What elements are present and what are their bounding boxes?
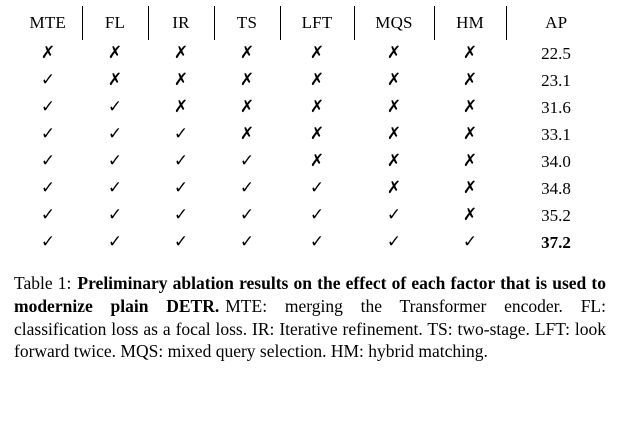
cell-ap: 34.8 xyxy=(541,178,571,198)
column-header-ir: IR xyxy=(148,6,214,40)
cell-hm: ✗ xyxy=(462,43,478,63)
caption-label: Table 1: xyxy=(14,273,72,293)
table-row xyxy=(14,202,606,229)
cell-lft: ✗ xyxy=(309,124,325,144)
cell-mte: ✓ xyxy=(40,97,56,117)
cell-fl: ✗ xyxy=(107,70,123,90)
caption-title: Preliminary ablation results on the effect of each factor that is used to modernize plain DETR. xyxy=(14,273,606,316)
column-header-ts: TS xyxy=(214,6,280,40)
cell-hm: ✗ xyxy=(462,151,478,171)
column-header-mqs: MQS xyxy=(354,6,434,40)
cell-mqs: ✗ xyxy=(386,97,402,117)
cell-ts: ✓ xyxy=(239,151,255,171)
cell-lft: ✗ xyxy=(309,97,325,117)
cell-ap: 33.1 xyxy=(541,124,571,144)
column-header-lft: LFT xyxy=(280,6,354,40)
cell-ap: 37.2 xyxy=(541,232,571,252)
cell-ap: 35.2 xyxy=(541,205,571,225)
cell-ir: ✓ xyxy=(173,151,189,171)
table-row xyxy=(14,229,606,256)
table-row xyxy=(14,148,606,175)
caption-body: MTE: merging the Transformer encoder. FL: classification loss as a focal loss. IR: Iterative refinement. TS: two-stage. LFT: look forward twice. MQS: mixed query selection. HM: hybrid matching. xyxy=(14,295,606,362)
cell-fl: ✓ xyxy=(107,232,123,252)
column-header-mte: MTE xyxy=(14,6,82,40)
cell-ts: ✗ xyxy=(239,97,255,117)
cell-hm: ✗ xyxy=(462,97,478,117)
cell-mte: ✓ xyxy=(40,151,56,171)
cell-lft: ✓ xyxy=(309,178,325,198)
cell-mqs: ✗ xyxy=(386,70,402,90)
table-row xyxy=(14,94,606,121)
cell-ir: ✓ xyxy=(173,178,189,198)
cell-fl: ✗ xyxy=(107,43,123,63)
cell-ap: 23.1 xyxy=(541,70,571,90)
cell-mqs: ✗ xyxy=(386,178,402,198)
cell-mte: ✓ xyxy=(40,124,56,144)
cell-fl: ✓ xyxy=(107,205,123,225)
table-row xyxy=(14,40,606,67)
cell-hm: ✗ xyxy=(462,178,478,198)
column-header-hm: HM xyxy=(434,6,506,40)
cell-mte: ✗ xyxy=(40,43,56,63)
cell-lft: ✓ xyxy=(309,205,325,225)
cell-mqs: ✗ xyxy=(386,124,402,144)
cell-fl: ✓ xyxy=(107,124,123,144)
cell-fl: ✓ xyxy=(107,178,123,198)
cell-lft: ✓ xyxy=(309,232,325,252)
cell-mqs: ✓ xyxy=(386,232,402,252)
cell-ir: ✗ xyxy=(173,70,189,90)
table-row xyxy=(14,121,606,148)
cell-mqs: ✗ xyxy=(386,151,402,171)
cell-ap: 34.0 xyxy=(541,151,571,171)
cell-ir: ✗ xyxy=(173,97,189,117)
cell-ts: ✗ xyxy=(239,124,255,144)
table-header-row xyxy=(14,6,606,40)
table-row xyxy=(14,175,606,202)
cell-ts: ✓ xyxy=(239,232,255,252)
table-caption xyxy=(14,272,606,363)
cell-ir: ✗ xyxy=(173,43,189,63)
cell-fl: ✓ xyxy=(107,97,123,117)
cell-mqs: ✗ xyxy=(386,43,402,63)
cell-ir: ✓ xyxy=(173,124,189,144)
cell-ts: ✗ xyxy=(239,70,255,90)
cell-hm: ✗ xyxy=(462,205,478,225)
cell-hm: ✗ xyxy=(462,124,478,144)
cell-mte: ✓ xyxy=(40,232,56,252)
table-row xyxy=(14,67,606,94)
cell-ap: 31.6 xyxy=(541,97,571,117)
cell-ts: ✓ xyxy=(239,205,255,225)
column-header-ap: AP xyxy=(545,13,568,32)
cell-ir: ✓ xyxy=(173,205,189,225)
cell-ap: 22.5 xyxy=(541,43,571,63)
cell-ir: ✓ xyxy=(173,232,189,252)
column-header-fl: FL xyxy=(82,6,148,40)
cell-ts: ✓ xyxy=(239,178,255,198)
cell-mte: ✓ xyxy=(40,70,56,90)
cell-lft: ✗ xyxy=(309,70,325,90)
cell-mte: ✓ xyxy=(40,178,56,198)
cell-ts: ✗ xyxy=(239,43,255,63)
cell-mte: ✓ xyxy=(40,205,56,225)
cell-lft: ✗ xyxy=(309,151,325,171)
cell-hm: ✓ xyxy=(462,232,478,252)
cell-mqs: ✓ xyxy=(386,205,402,225)
cell-fl: ✓ xyxy=(107,151,123,171)
cell-hm: ✗ xyxy=(462,70,478,90)
table-body xyxy=(14,40,606,256)
ablation-table xyxy=(14,6,606,256)
cell-lft: ✗ xyxy=(309,43,325,63)
